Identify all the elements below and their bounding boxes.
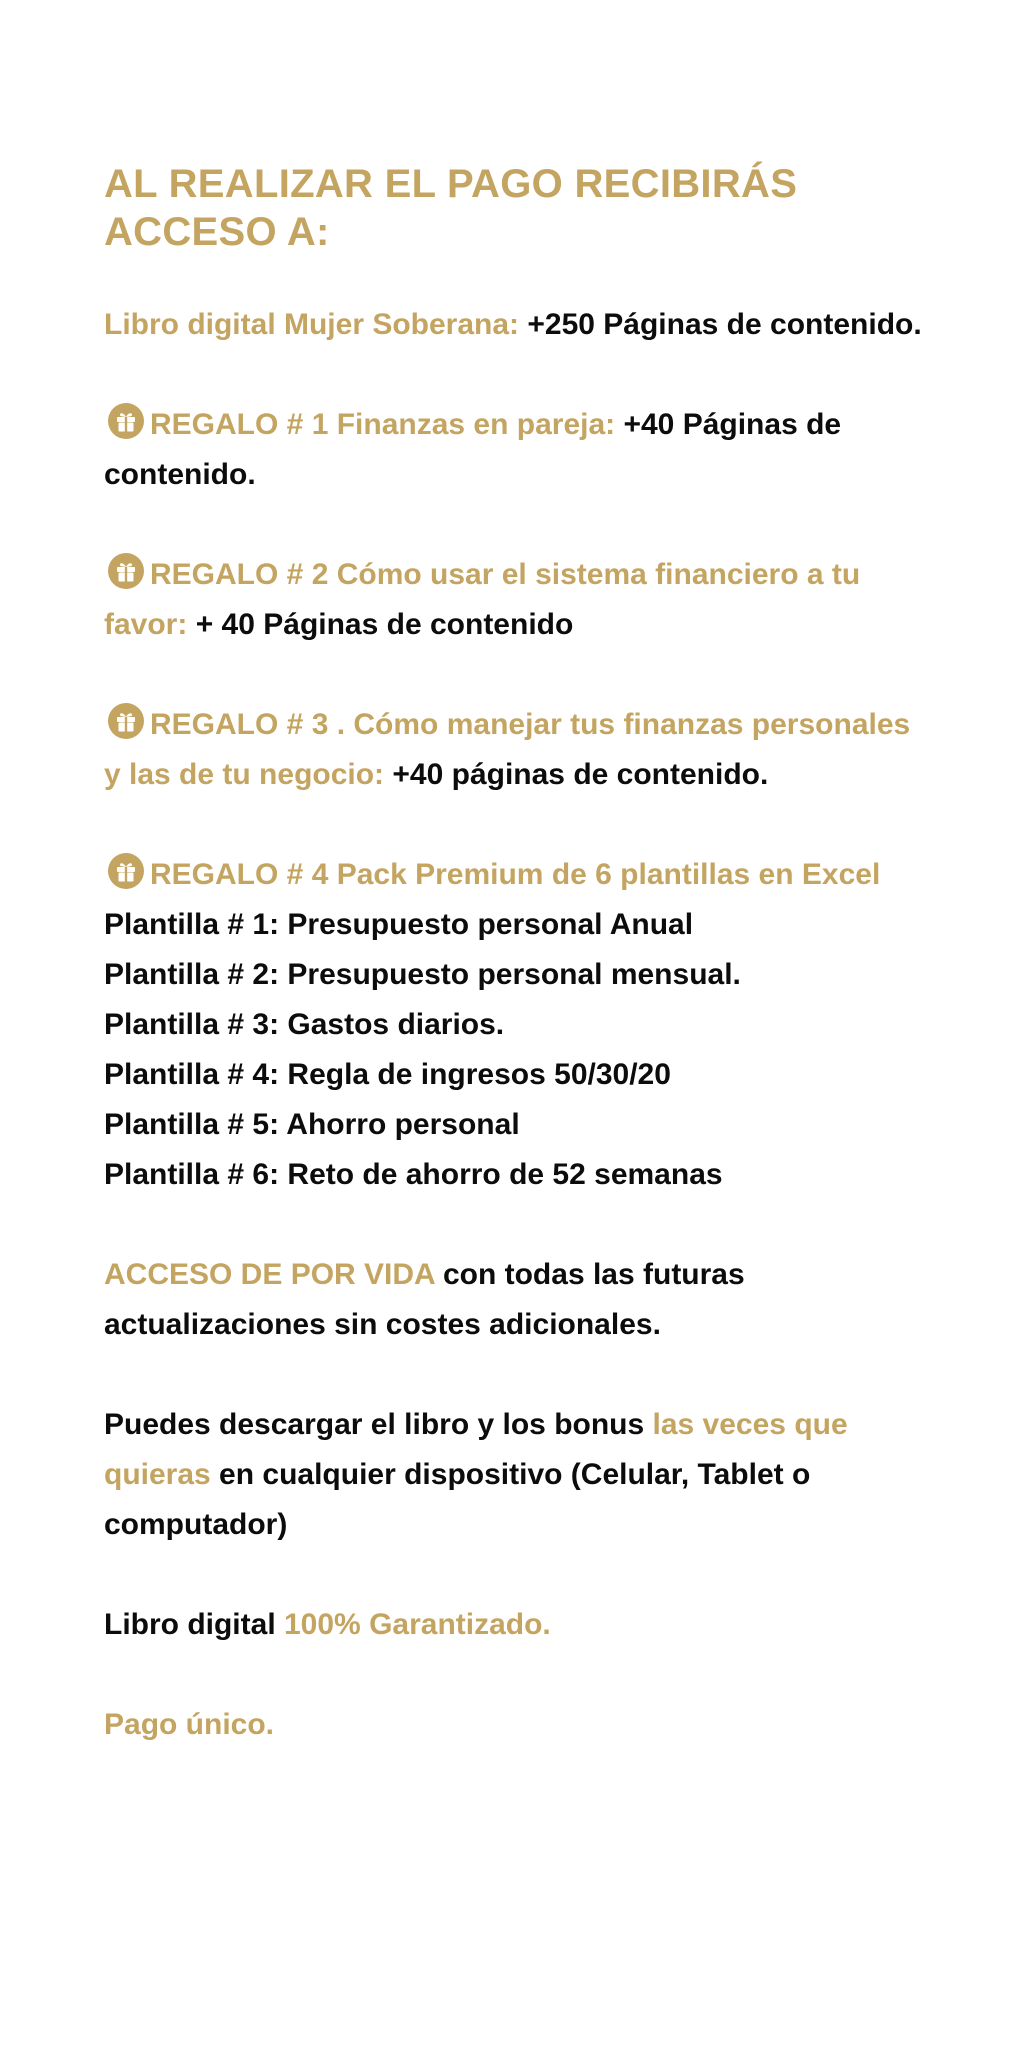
list-item: Plantilla # 6: Reto de ahorro de 52 semanas <box>104 1158 723 1191</box>
book-detail: +250 Páginas de contenido. <box>519 308 922 341</box>
gift-detail: + 40 Páginas de contenido <box>187 608 574 641</box>
download-info <box>104 1400 934 1550</box>
guarantee-text: Libro digital <box>104 1608 284 1641</box>
gift-4-heading <box>104 850 934 900</box>
benefits-section <box>104 160 934 1750</box>
book-item <box>104 300 934 350</box>
gift-label: REGALO # 4 Pack Premium de 6 plantillas en Excel <box>150 858 881 891</box>
lifetime-access <box>104 1250 934 1350</box>
list-item: Plantilla # 3: Gastos diarios. <box>104 1008 505 1041</box>
lifetime-highlight: ACCESO DE POR VIDA <box>104 1258 435 1291</box>
download-text-after: en cualquier dispositivo (Celular, Tablet o computador) <box>104 1458 811 1541</box>
list-item: Plantilla # 5: Ahorro personal <box>104 1108 520 1141</box>
gift-item-1 <box>104 400 934 500</box>
gift-icon <box>108 403 144 439</box>
page-title: AL REALIZAR EL PAGO RECIBIRÁS ACCESO A: <box>104 162 798 254</box>
gift-icon <box>108 553 144 589</box>
gift-label: REGALO # 3 . Cómo manejar tus finanzas personales y las de tu negocio: <box>104 708 911 791</box>
gift-item-2 <box>104 550 934 650</box>
gift-icon <box>108 703 144 739</box>
guarantee <box>104 1600 934 1650</box>
gift-item-4 <box>104 850 934 1200</box>
download-highlight: las veces que quieras <box>104 1408 848 1491</box>
template-list <box>104 900 934 1200</box>
gift-detail: +40 páginas de contenido. <box>384 758 769 791</box>
lifetime-text: con todas las futuras actualizaciones sin costes adicionales. <box>104 1258 745 1341</box>
book-label: Libro digital Mujer Soberana: <box>104 308 520 341</box>
list-item: Plantilla # 1: Presupuesto personal Anual <box>104 908 694 941</box>
guarantee-highlight: 100% Garantizado. <box>284 1608 551 1641</box>
gift-label: REGALO # 2 Cómo usar el sistema financiero a tu favor: <box>104 558 861 641</box>
list-item: Plantilla # 2: Presupuesto personal mensual. <box>104 958 741 991</box>
gift-item-3 <box>104 700 934 800</box>
gift-icon <box>108 853 144 889</box>
download-text-before: Puedes descargar el libro y los bonus <box>104 1408 653 1441</box>
gift-detail: +40 Páginas de contenido. <box>104 408 842 491</box>
list-item: Plantilla # 4: Regla de ingresos 50/30/20 <box>104 1058 671 1091</box>
gift-label: REGALO # 1 Finanzas en pareja: <box>150 408 616 441</box>
single-payment: Pago único. <box>104 1708 275 1741</box>
